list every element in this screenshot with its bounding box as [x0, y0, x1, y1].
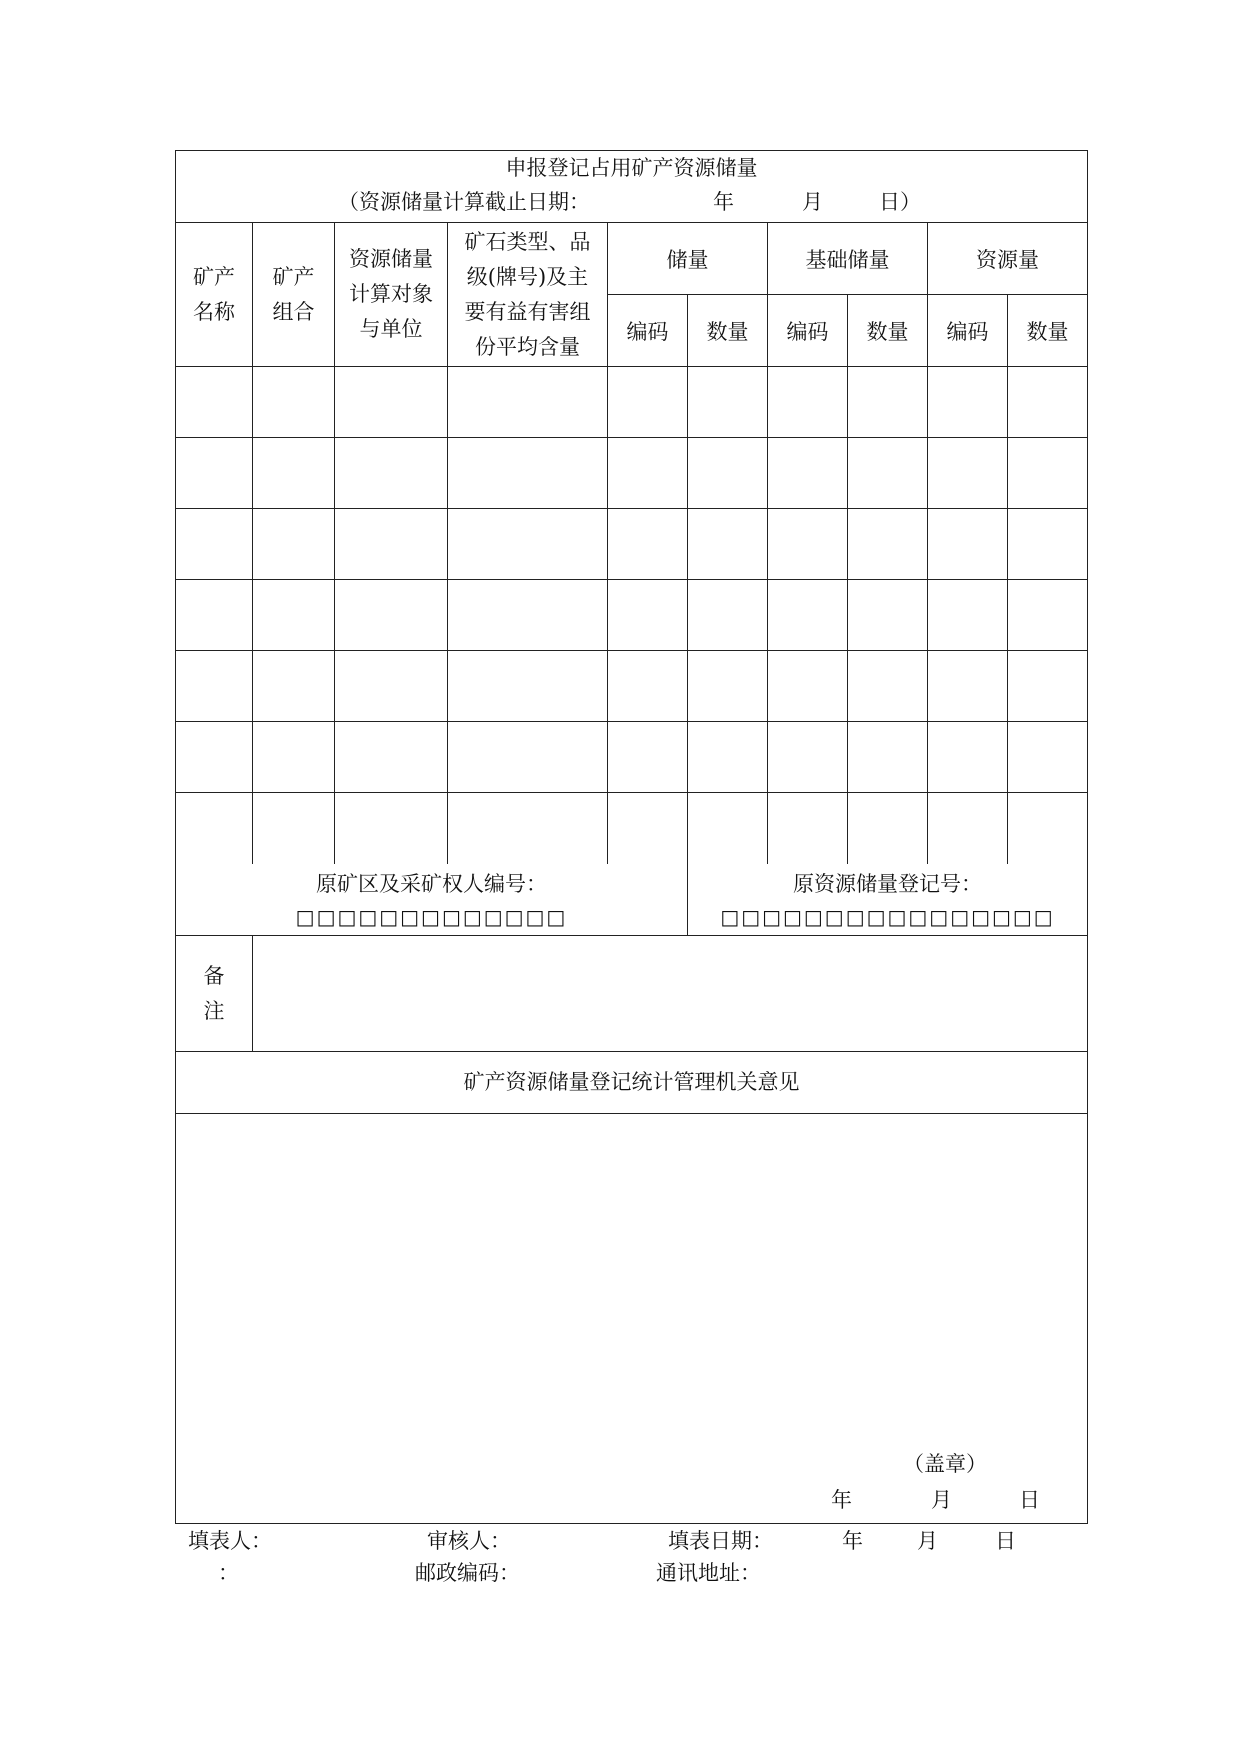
resource-quantity-cell[interactable] — [1008, 722, 1087, 792]
opinion-day: 日 — [1019, 1488, 1040, 1512]
original-mining-area-number — [176, 864, 688, 935]
data-rows — [176, 367, 1087, 864]
calc-object-cell[interactable] — [335, 367, 448, 437]
original-registration-boxes[interactable]: □□□□□□□□□□□□□□□□ — [720, 905, 1055, 929]
remark-row — [176, 936, 1087, 1052]
calc-date-day: 日） — [879, 190, 921, 214]
resource-code-cell[interactable] — [928, 793, 1008, 864]
reserve-quantity-cell[interactable] — [688, 651, 768, 721]
resource-code-cell[interactable] — [928, 367, 1008, 437]
table-row — [176, 722, 1087, 793]
base-reserve-code-cell[interactable] — [768, 793, 848, 864]
mineral-combo-cell[interactable] — [253, 580, 335, 650]
calc-object-cell[interactable] — [335, 438, 448, 508]
opinion-title-row — [176, 1052, 1087, 1114]
reserve-quantity-cell[interactable] — [688, 509, 768, 579]
reserve-quantity-cell[interactable] — [688, 580, 768, 650]
base-reserve-quantity-cell[interactable] — [848, 722, 928, 792]
reserve-code-cell[interactable] — [608, 651, 688, 721]
address-label: 通讯地址： — [656, 1561, 761, 1585]
table-header — [176, 223, 1087, 367]
reserve-code-cell[interactable] — [608, 438, 688, 508]
mineral-combo-cell[interactable] — [253, 367, 335, 437]
base-reserve-quantity-header: 数量 — [866, 319, 909, 344]
col-group-base-reserve — [768, 223, 928, 366]
calc-object-cell[interactable] — [335, 651, 448, 721]
reserve-quantity-header: 数量 — [706, 319, 749, 344]
opinion-year: 年 — [831, 1488, 852, 1512]
ore-type-cell[interactable] — [448, 509, 608, 579]
base-reserve-quantity-cell[interactable] — [848, 509, 928, 579]
base-reserve-quantity-cell[interactable] — [848, 580, 928, 650]
table-row — [176, 367, 1087, 438]
fill-date-year: 年 — [842, 1529, 863, 1553]
postcode-label: 邮政编码： — [415, 1561, 520, 1585]
col-mineral-name: 矿产 名称 — [176, 223, 253, 366]
base-reserve-quantity-cell[interactable] — [848, 438, 928, 508]
reserve-code-cell[interactable] — [608, 580, 688, 650]
mineral-name-cell[interactable] — [176, 793, 253, 864]
ore-type-cell[interactable] — [448, 438, 608, 508]
mineral-combo-cell[interactable] — [253, 793, 335, 864]
fill-date-day: 日 — [995, 1529, 1016, 1553]
mineral-name-cell[interactable] — [176, 722, 253, 792]
calc-date-line — [176, 185, 1087, 219]
base-reserve-code-cell[interactable] — [768, 722, 848, 792]
calc-date-year: 年 — [713, 190, 734, 214]
table-row — [176, 651, 1087, 722]
filler-label: 填表人： — [188, 1529, 272, 1553]
base-reserve-header: 基础储量 — [768, 223, 927, 295]
ore-type-cell[interactable] — [448, 580, 608, 650]
reserve-header: 储量 — [608, 223, 767, 295]
reserve-quantity-cell[interactable] — [688, 793, 768, 864]
col-group-reserve — [608, 223, 768, 366]
original-registration-label: 原资源储量登记号： — [793, 872, 982, 896]
fill-date-label: 填表日期： — [668, 1529, 773, 1553]
calc-object-cell[interactable] — [335, 580, 448, 650]
ore-type-cell[interactable] — [448, 651, 608, 721]
reviewer-label: 审核人： — [427, 1529, 511, 1553]
col-calc-object: 资源储量 计算对象 与单位 — [335, 223, 448, 366]
reserve-quantity-cell[interactable] — [688, 367, 768, 437]
opinion-month: 月 — [931, 1488, 952, 1512]
mineral-combo-cell[interactable] — [253, 509, 335, 579]
table-row — [176, 438, 1087, 509]
footer-colon: ： — [218, 1561, 239, 1585]
table-row — [176, 580, 1087, 651]
base-reserve-code-cell[interactable] — [768, 509, 848, 579]
table-row — [176, 509, 1087, 580]
resource-quantity-cell[interactable] — [1008, 580, 1087, 650]
resource-quantity-header: 数量 — [1026, 319, 1069, 344]
resource-quantity-cell[interactable] — [1008, 793, 1087, 864]
remark-field[interactable] — [253, 936, 1087, 1051]
base-reserve-quantity-cell[interactable] — [848, 367, 928, 437]
reserve-code-cell[interactable] — [608, 509, 688, 579]
table-row — [176, 793, 1087, 864]
mineral-name-cell[interactable] — [176, 509, 253, 579]
reserve-code-cell[interactable] — [608, 793, 688, 864]
mineral-name-cell[interactable] — [176, 580, 253, 650]
mineral-combo-cell[interactable] — [253, 651, 335, 721]
opinion-title: 矿产资源储量登记统计管理机关意见 — [463, 1070, 800, 1094]
base-reserve-quantity-cell[interactable] — [848, 793, 928, 864]
resource-quantity-cell[interactable] — [1008, 651, 1087, 721]
reserve-code-cell[interactable] — [608, 367, 688, 437]
mineral-combo-cell[interactable] — [253, 722, 335, 792]
calc-date-label: （资源储量计算截止日期： — [338, 190, 590, 214]
col-group-resource — [928, 223, 1087, 366]
resource-code-cell[interactable] — [928, 580, 1008, 650]
calc-date-month: 月 — [802, 190, 823, 214]
ore-type-cell[interactable] — [448, 722, 608, 792]
col-mineral-combo: 矿产 组合 — [253, 223, 335, 366]
seal-label: （盖章） — [903, 1452, 987, 1476]
resource-quantity-cell[interactable] — [1008, 438, 1087, 508]
resource-quantity-cell[interactable] — [1008, 367, 1087, 437]
base-reserve-code-cell[interactable] — [768, 651, 848, 721]
original-mining-area-boxes[interactable]: □□□□□□□□□□□□□ — [295, 905, 568, 929]
calc-object-cell[interactable] — [335, 509, 448, 579]
base-reserve-code-cell[interactable] — [768, 580, 848, 650]
resource-code-cell[interactable] — [928, 438, 1008, 508]
ore-type-cell[interactable] — [448, 367, 608, 437]
opinion-body[interactable] — [176, 1114, 1087, 1523]
ore-type-cell[interactable] — [448, 793, 608, 864]
title-row — [176, 151, 1087, 223]
col-ore-type: 矿石类型、品 级(牌号)及主 要有益有害组 份平均含量 — [448, 223, 608, 366]
calc-object-cell[interactable] — [335, 793, 448, 864]
resource-code-header: 编码 — [928, 295, 1008, 366]
fill-date-month: 月 — [917, 1529, 938, 1553]
declaration-form — [175, 150, 1088, 1524]
mineral-combo-cell[interactable] — [253, 438, 335, 508]
resource-code-cell[interactable] — [928, 509, 1008, 579]
mineral-name-cell[interactable] — [176, 367, 253, 437]
original-registration-number — [688, 864, 1087, 935]
resource-code-cell[interactable] — [928, 651, 1008, 721]
reserve-quantity-cell[interactable] — [688, 438, 768, 508]
mineral-name-cell[interactable] — [176, 438, 253, 508]
registration-row — [176, 864, 1087, 936]
reserve-code-cell[interactable] — [608, 722, 688, 792]
base-reserve-code-cell[interactable] — [768, 367, 848, 437]
resource-quantity-cell[interactable] — [1008, 509, 1087, 579]
reserve-quantity-cell[interactable] — [688, 722, 768, 792]
remark-label: 备 注 — [176, 936, 253, 1051]
original-mining-area-label: 原矿区及采矿权人编号： — [316, 872, 547, 896]
reserve-code-header: 编码 — [608, 295, 688, 366]
base-reserve-quantity-cell[interactable] — [848, 651, 928, 721]
base-reserve-code-header: 编码 — [768, 295, 848, 366]
resource-header: 资源量 — [928, 223, 1087, 295]
resource-code-cell[interactable] — [928, 722, 1008, 792]
form-title: 申报登记占用矿产资源储量 — [505, 156, 758, 180]
base-reserve-code-cell[interactable] — [768, 438, 848, 508]
calc-object-cell[interactable] — [335, 722, 448, 792]
mineral-name-cell[interactable] — [176, 651, 253, 721]
